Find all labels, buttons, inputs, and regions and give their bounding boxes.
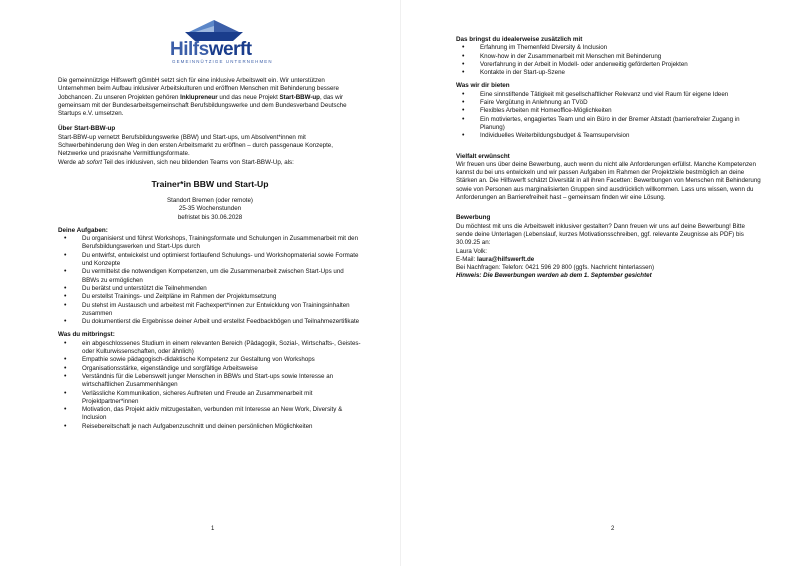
- list-item: • Kontakte in der Start-up-Szene: [456, 69, 762, 77]
- contact-name: Laura Volk:: [456, 247, 487, 255]
- offer-list: [456, 91, 762, 141]
- application-heading: Bewerbung: [456, 214, 491, 222]
- list-item: • Erfahrung im Themenfeld Diversity & Inclusion: [456, 44, 762, 52]
- list-item: • Du vermittelst die notwendigen Kompetenzen, um die Zusammenarbeit zwischen Start-Ups und BBWs zu ermöglichen: [58, 268, 362, 285]
- list-item: • Eine sinnstiftende Tätigkeit mit gesellschaftlicher Relevanz und viel Raum für eigene Ideen: [456, 91, 762, 99]
- tasks-heading: Deine Aufgaben:: [58, 226, 108, 234]
- job-location: Standort Bremen (oder remote): [167, 196, 253, 204]
- list-item: • Verlässliche Kommunikation, sicheres Auftreten und Freude an Zusammenarbeit mit Projektpartner*innen: [58, 390, 362, 407]
- list-item: • Organisationsstärke, eigenständige und sorgfältige Arbeitsweise: [58, 365, 362, 373]
- italic-text: ab sofort: [77, 158, 102, 166]
- logo-wordmark: Hilfswerft: [170, 39, 252, 60]
- logo-tagline: GEMEINNÜTZIGE UNTERNEHMEN: [172, 59, 273, 64]
- list-item: • Du berätst und unterstützt die Teilnehmenden: [58, 285, 362, 293]
- about-text: Start-BBW-up vernetzt Berufsbildungswerke (BBW) und Start-ups, um Absolvent*innen mit Schwerbehinderung den Weg in den ersten Arbeitsmarkt zu eröffnen – durch passgenaue Konzepte, Netzwerke und praxisnahe Vermittlungsformate.: [58, 133, 333, 158]
- list-item: • Ein motiviertes, engagiertes Team und ein Büro in der Bremer Altstadt (barrierefreier Zugang in Planung): [456, 116, 762, 133]
- application-text: Du möchtest mit uns die Arbeitswelt inklusiver gestalten? Dann freuen wir uns auf deine Bewerbung! Bitte sende deine Unterlagen (Lebenslauf, kurzes Motivationsschreiben, ggf. relevante Zeugnisse als PDF) bis 30.09.25 an:: [456, 222, 745, 247]
- list-item: • Du entwirfst, entwickelst und optimierst fortlaufend Schulungs- und Workshopmaterial sowie Formate und Konzepte: [58, 252, 362, 269]
- tasks-list: [58, 235, 362, 326]
- list-item: • Vorerfahrung in der Arbeit in Modell- oder anderweitig geförderten Projekten: [456, 61, 762, 69]
- emphasis-text: Start-BBW-up: [279, 93, 320, 101]
- job-hours: 25-35 Wochenstunden: [178, 205, 242, 213]
- contact-phone: Bei Nachfragen: Telefon: 0421 596 29 800 (ggfs. Nachricht hinterlassen): [456, 264, 655, 272]
- about-heading: Über Start-BBW-up: [58, 125, 116, 133]
- list-item: • Du erstellst Trainings- und Zeitpläne im Rahmen der Projektumsetzung: [58, 293, 362, 301]
- list-item: • Individuelles Weiterbildungsbudget & Teamsupervision: [456, 132, 762, 140]
- email-label: E-Mail:: [456, 255, 477, 263]
- page-2: [400, 0, 800, 566]
- list-item: • Empathie sowie pädagogisch-didaktische Kompetenz zur Gestaltung von Workshops: [58, 356, 362, 364]
- list-item: • Du stehst im Austausch und arbeitest mit Fachexpert*innen zur Entwicklung von Trainingsinhalten zusammen: [58, 302, 362, 319]
- ideal-heading: Das bringst du idealerweise zusätzlich mit: [456, 36, 583, 43]
- list-item: • Faire Vergütung in Anlehnung an TVöD: [456, 99, 762, 107]
- list-item: • Reisebereitschaft je nach Aufgabenzuschnitt und deinen persönlichen Möglichkeiten: [58, 423, 362, 431]
- list-item: • Know-how in der Zusammenarbeit mit Menschen mit Behinderung: [456, 53, 762, 61]
- job-title: Trainer*in BBW und Start-Up: [151, 178, 269, 189]
- job-term: befristet bis 30.06.2028: [177, 213, 243, 221]
- list-item: • Du dokumentierst die Ergebnisse deiner Arbeit und erstellst Feedbackbögen und Teilnahmezertifikate: [58, 318, 362, 326]
- emphasis-text: Inklupreneur: [180, 93, 218, 101]
- diversity-heading: Vielfalt erwünscht: [456, 152, 510, 160]
- intro-paragraph: Die gemeinnützige Hilfswerft gGmbH setzt sich für eine inklusive Arbeitswelt ein. Wir unterstützen Unternehmen beim Aufbau inklusiver Arbeitskulturen und eröffnen Menschen mit Behinderung bessere Jobchancen. Zu unseren Projekten gehören Inklupreneur und das neue Projekt Start-BBW-up, das wir gemeinsam mit der Bundesarbeitsgemeinschaft Berufsbildungswerke und dem Bundesverband Deutsche Startups e.V. umsetzen.: [58, 77, 347, 118]
- contact-email-line: [456, 256, 762, 264]
- requirements-list: [58, 340, 362, 431]
- offer-heading: Was wir dir bieten: [456, 82, 510, 90]
- email-link[interactable]: laura@hilfswerft.de: [476, 255, 535, 263]
- list-item: • Du organisierst und führst Workshops, Trainingsformate und Schulungen in Zusammenarbeit mit den Berufsbildungswerken und Start-Ups durch: [58, 235, 362, 252]
- ideal-list: [456, 44, 762, 77]
- list-item: • Motivation, das Projekt aktiv mitzugestalten, verbunden mit Interesse an New Work, Diversity & Inclusion: [58, 406, 362, 423]
- list-item: • ein abgeschlossenes Studium in einem relevanten Bereich (Pädagogik, Sozial-, Wirtschafts-, Geistes- oder Kulturwissenschaften, oder ähnlich): [58, 340, 362, 357]
- application-hint: Hinweis: Die Bewerbungen werden ab dem 1. September gesichtet: [456, 272, 652, 280]
- list-item: • Flexibles Arbeiten mit Homeoffice-Möglichkeiten: [456, 107, 762, 115]
- page-number: 2: [611, 526, 615, 532]
- hilfswerft-logo: [170, 18, 273, 66]
- team-line: Werde ab sofort Teil des inklusiven, sich neu bildenden Teams von Start-BBW-Up, als:: [58, 158, 294, 166]
- requirements-heading: Was du mitbringst:: [58, 331, 115, 339]
- page-number: 1: [211, 526, 215, 532]
- diversity-text: Wir freuen uns über deine Bewerbung, auch wenn du nicht alle Anforderungen erfüllst. Manche Kompetenzen kannst du bei uns entwickeln und wir passen Aufgaben im Rahmen der Projektziele bestmöglich an deine Stärken an. Die Hilfswerft schätzt Diversität in all ihren Facetten: Bewerbungen von Menschen mit Behinderung sowie von Personen aus marginalisierten Gruppen sind ausdrücklich willkommen. Lass uns wissen, wenn du Anforderungen an Barrierefreiheit hast – gemeinsam finden wir eine Lösung.: [456, 160, 761, 202]
- list-item: • Verständnis für die Lebenswelt junger Menschen in BBWs und Start-ups sowie Interesse an wirtschaftlichen Zusammenhängen: [58, 373, 362, 390]
